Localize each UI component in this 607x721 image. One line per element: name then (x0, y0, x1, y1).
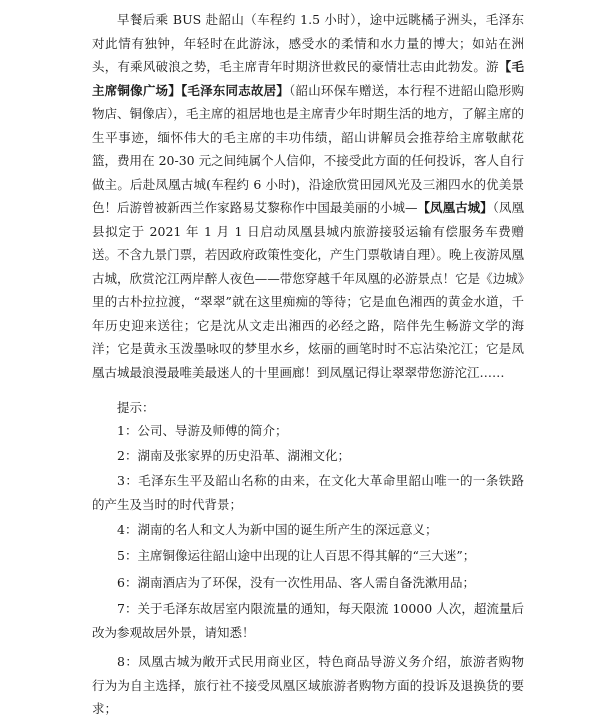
tip-item-1: 1：公司、导游及师傅的简介； (117, 423, 288, 438)
itinerary-paragraph-2 (92, 196, 524, 384)
highlight-fenghuang-ancient-town: 【凤凰古城】 (417, 200, 493, 215)
highlight-mao-statue-square: 【毛主席铜像广场】 (92, 59, 524, 98)
tip-item-3: 3：毛泽东生平及韶山名称的由来，在文化大革命里韶山唯一的一条铁路的产生及当时的时代背景； (92, 473, 524, 512)
tip-item-6: 6：湖南酒店为了环保，没有一次性用品、客人需自备洗漱用品； (117, 575, 475, 590)
tip-item-4: 4：湖南的名人和文人为新中国的诞生所产生的深远意义； (117, 522, 438, 537)
tip-item-7: 7：关于毛泽东故居室内限流量的通知，每天限流 10000 人次，超流量后改为参观故居外景，请知悉！ (92, 601, 524, 640)
highlight-mao-former-residence: 【毛泽东同志故居】 (180, 82, 290, 98)
tip-item-2: 2：湖南及张家界的历史沿革、湖湘文化； (117, 448, 350, 463)
para1-text-a: 早餐后乘 BUS 赴韶山（车程约 1.5 小时），途中远眺橘子洲头，毛泽东对此情有独钟，年轻时在此游泳，感受水的柔情和水力量的博大；如站在洲头，有乘风破浪之势，毛主席青年时期济世救民的豪情壮志由此勃发。游 (92, 12, 524, 74)
para2-text-b: （凤凰县拟定于 2021 年 1 月 1 日启动凤凰县城内旅游接驳运输有偿服务车费赠送。不含九景门票，若因政府政策性变化，产生门票敬请自理）。晚上夜游凤凰古城，欣赏沱江两岸醉人夜色——带您穿越千年凤凰的必游景点！它是《边城》里的古朴拉拉渡，“翠翠”就在这里痴痴的等待；它是血色湘西的黄金水道，千年历史迎来送往；它是沈从文走出湘西的必经之路，陪伴先生畅游文学的海洋；它是黄永玉泼墨咏叹的梦里水乡，炫丽的画笔时时不忘沾染沱江；它是凤凰古城最浪漫最唯美最迷人的十里画廊！到凤凰记得让翠翠带您游沱江…… (92, 200, 524, 380)
para2-text-a: 后游曾被新西兰作家路易艾黎称作中国最美丽的小城— (117, 200, 418, 215)
para1-text-b: （韶山环保车赠送，本行程不进韶山隐形购物店、铜像店），毛主席的祖居地也是主席青少年时期生活的地方，了解主席的生平事迹，缅怀伟大的毛主席的丰功伟绩，韶山讲解员会推荐给主席敬献花篮，费用在 20-30 元之间纯属个人信仰，不接受此方面的任何投诉，客人自行做主。后赴凤凰古城(车程约 6 小时)，沿途欣赏田园风光及三湘四水的优美景色！ (92, 82, 524, 215)
tips-heading: 提示： (117, 400, 155, 415)
tip-item-5: 5：主席铜像运往韶山途中出现的让人百思不得其解的“三大迷”； (117, 548, 476, 563)
itinerary-paragraph-1 (92, 8, 524, 220)
tip-item-8: 8：凤凰古城为敞开式民用商业区，特色商品导游义务介绍，旅游者购物行为为自主选择，旅行社不接受凤凰区域旅游者购物方面的投诉及退换货的要求； (92, 654, 524, 716)
